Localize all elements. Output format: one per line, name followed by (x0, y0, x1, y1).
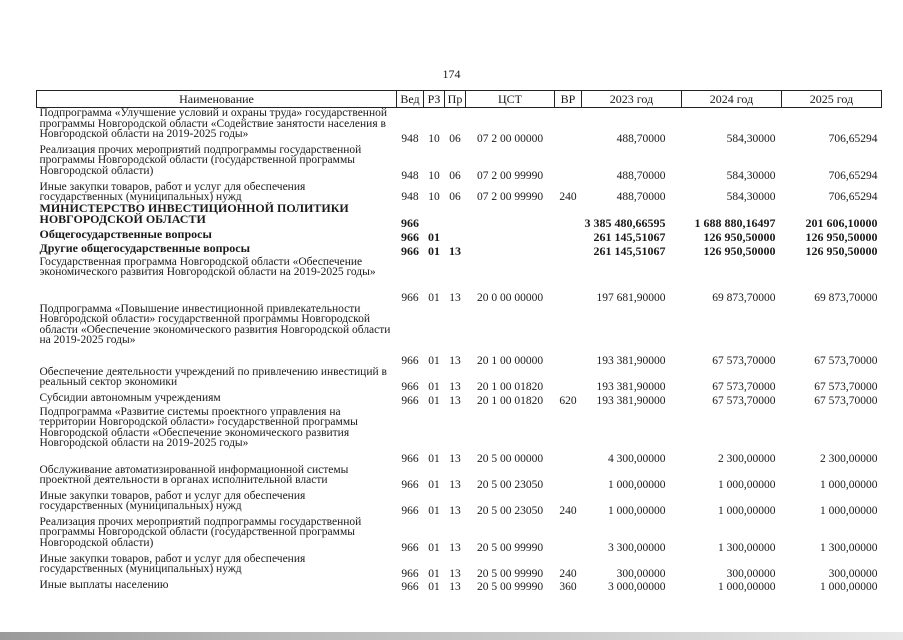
cell-2025: 126 950,50000 (805, 244, 878, 258)
cell-2025: 67 573,70000 (814, 381, 878, 393)
header-vr: ВР (555, 91, 582, 108)
cell-vr (555, 517, 582, 554)
cell-2023: 1 000,00000 (608, 479, 666, 491)
cell-cst: 20 5 00 99990 (476, 568, 544, 580)
cell-ved: 966 (401, 453, 419, 465)
table-row (37, 108, 882, 145)
table-row (37, 367, 882, 393)
cell-vr (555, 407, 582, 465)
cell-2024: 126 950,50000 (703, 244, 776, 258)
header-name: Наименование (37, 91, 397, 108)
cell-cst: 20 5 00 99990 (476, 542, 544, 554)
cell-pr: 06 (449, 170, 461, 182)
header-cst: ЦСТ (466, 91, 555, 108)
cell-2024: 1 000,00000 (718, 505, 776, 517)
cell-vr (555, 145, 582, 182)
cell-ved: 966 (401, 244, 419, 258)
cell-2023: 3 000,00000 (608, 581, 666, 593)
cell-vr (555, 257, 582, 304)
cell-rz: 01 (428, 381, 440, 393)
cell-ved: 948 (401, 170, 419, 182)
table-row (37, 257, 882, 304)
cell-ved: 966 (401, 581, 419, 593)
cell-vr (555, 108, 582, 145)
cell-pr: 13 (449, 395, 461, 407)
cell-cst: 20 5 00 23050 (476, 505, 544, 517)
table-row (37, 393, 882, 407)
cell-2024: 69 873,70000 (712, 292, 776, 304)
cell-pr: 13 (449, 244, 461, 258)
cell-name: Иные закупки товаров, работ и услуг для обеспечения государственных (муниципальных) нужд (39, 180, 306, 203)
cell-rz: 01 (428, 568, 440, 580)
cell-cst: 20 1 00 01820 (476, 395, 544, 407)
cell-pr: 13 (449, 479, 461, 491)
cell-ved: 966 (401, 395, 419, 407)
table-row (37, 517, 882, 554)
cell-2024: 584,30000 (726, 191, 776, 203)
cell-rz: 01 (428, 581, 440, 593)
cell-name: МИНИСТЕРСТВО ИНВЕСТИЦИОННОЙ ПОЛИТИКИ НОВГОРОДСКОЙ ОБЛАСТИ (39, 200, 349, 226)
cell-name: Подпрограмма «Повышение инвестиционной привлекательности Новгородской области» государственной программы Новгородской области «Обеспечение экономического развития Новгородской области на 2019-2025 годы» (39, 302, 391, 346)
cell-2024: 67 573,70000 (712, 395, 776, 407)
cell-cst (466, 243, 555, 257)
cell-pr: 13 (449, 505, 461, 517)
cell-pr: 13 (449, 381, 461, 393)
cell-name: Подпрограмма «Улучшение условий и охраны труда» государственной программы Новгородской области «Содействие занятости населения в Новгородской области на 2019-2025 годы» (39, 107, 388, 140)
cell-vr: 240 (559, 191, 577, 203)
cell-2024: 584,30000 (726, 170, 776, 182)
cell-cst: 20 1 00 00000 (476, 355, 544, 367)
cell-rz (424, 203, 445, 229)
cell-vr: 620 (559, 395, 577, 407)
cell-2025: 201 606,10000 (805, 216, 878, 230)
cell-2025: 1 000,00000 (820, 581, 878, 593)
cell-name: Иные закупки товаров, работ и услуг для обеспечения государственных (муниципальных) нужд (39, 552, 306, 575)
table-header (37, 91, 882, 108)
cell-2023: 193 381,90000 (596, 355, 666, 367)
cell-rz: 10 (428, 170, 440, 182)
cell-2025: 1 000,00000 (820, 479, 878, 491)
cell-ved: 966 (401, 479, 419, 491)
cell-vr (555, 243, 582, 257)
cell-ved: 966 (401, 381, 419, 393)
header-pr: Пр (445, 91, 466, 108)
cell-name: Субсидии автономным учреждениям (39, 391, 221, 404)
cell-2025: 67 573,70000 (814, 355, 878, 367)
cell-name: Подпрограмма «Развитие системы проектного управления на территории Новгородской области» государственной программы Новгородской области «Обеспечение экономического развития Новгородской области на 2019-2025 годы» (39, 405, 358, 449)
cell-2025: 706,65294 (828, 133, 878, 145)
cell-2025: 1 000,00000 (820, 505, 878, 517)
cell-cst: 20 0 00 00000 (476, 292, 544, 304)
table-row (37, 145, 882, 182)
cell-2023: 300,00000 (616, 568, 666, 580)
cell-pr (445, 229, 466, 243)
header-row (37, 91, 882, 108)
cell-ved: 966 (401, 505, 419, 517)
cell-cst: 07 2 00 99990 (476, 191, 544, 203)
cell-2024: 1 000,00000 (718, 581, 776, 593)
cell-ved: 948 (401, 191, 419, 203)
header-2025: 2025 год (782, 91, 882, 108)
cell-pr: 13 (449, 581, 461, 593)
cell-ved: 948 (401, 133, 419, 145)
cell-name: Иные выплаты населению (39, 578, 169, 591)
cell-vr (555, 203, 582, 229)
header-rz: РЗ (424, 91, 445, 108)
cell-pr: 06 (449, 191, 461, 203)
cell-ved: 966 (401, 230, 419, 244)
cell-2024: 67 573,70000 (712, 381, 776, 393)
cell-vr (555, 229, 582, 243)
table-body (37, 108, 882, 593)
cell-2023: 197 681,90000 (596, 292, 666, 304)
cell-2025: 67 573,70000 (814, 395, 878, 407)
cell-pr: 06 (449, 133, 461, 145)
cell-2023: 3 300,00000 (608, 542, 666, 554)
cell-2024: 126 950,50000 (703, 230, 776, 244)
cell-2023: 3 385 480,66595 (584, 216, 666, 230)
cell-cst: 20 5 00 99990 (476, 581, 544, 593)
cell-pr: 13 (449, 453, 461, 465)
cell-name: Государственная программа Новгородской области «Обеспечение экономического развития Новгородской области на 2019-2025 годы» (39, 255, 376, 278)
cell-rz: 01 (428, 479, 440, 491)
table-row (37, 304, 882, 367)
cell-cst (466, 229, 555, 243)
cell-ved: 966 (401, 542, 419, 554)
cell-2023: 193 381,90000 (596, 381, 666, 393)
cell-cst: 20 5 00 00000 (476, 453, 544, 465)
cell-pr (445, 203, 466, 229)
cell-2025: 706,65294 (828, 170, 878, 182)
cell-rz: 10 (428, 133, 440, 145)
scan-edge-strip (0, 632, 903, 640)
cell-pr: 13 (449, 355, 461, 367)
cell-rz: 01 (428, 292, 440, 304)
cell-vr: 240 (559, 568, 577, 580)
cell-2023: 193 381,90000 (596, 395, 666, 407)
cell-2025: 2 300,00000 (820, 453, 878, 465)
budget-table (36, 90, 882, 593)
cell-rz: 10 (428, 191, 440, 203)
cell-rz: 01 (428, 542, 440, 554)
cell-pr: 13 (449, 542, 461, 554)
cell-cst: 07 2 00 00000 (476, 133, 544, 145)
cell-name: Другие общегосударственные вопросы (39, 240, 250, 255)
cell-rz: 01 (428, 355, 440, 367)
cell-name: Реализация прочих мероприятий подпрограммы государственной программы Новгородской области (государственной программы Новгородской области) (39, 143, 362, 177)
cell-vr (555, 465, 582, 491)
cell-ved: 966 (401, 568, 419, 580)
cell-2023: 261 145,51067 (593, 244, 666, 258)
cell-name: Общегосударственные вопросы (39, 226, 212, 241)
cell-2023: 261 145,51067 (593, 230, 666, 244)
table-row (37, 554, 882, 580)
cell-ved: 966 (401, 216, 419, 230)
cell-cst (466, 203, 555, 229)
cell-2023: 488,70000 (616, 170, 666, 182)
cell-name: Обслуживание автоматизированной информационной системы проектной деятельности в органах исполнительной власти (39, 463, 349, 486)
cell-2024: 1 688 880,16497 (694, 216, 776, 230)
header-2024: 2024 год (682, 91, 782, 108)
cell-pr: 13 (449, 292, 461, 304)
cell-name: Обеспечение деятельности учреждений по привлечению инвестиций в реальный сектор экономики (39, 365, 387, 388)
cell-vr: 360 (559, 581, 577, 593)
cell-2023: 4 300,00000 (608, 453, 666, 465)
cell-ved: 966 (401, 292, 419, 304)
cell-ved: 966 (401, 355, 419, 367)
cell-2024: 2 300,00000 (718, 453, 776, 465)
cell-2025: 126 950,50000 (805, 230, 878, 244)
cell-rz: 01 (428, 505, 440, 517)
cell-2023: 488,70000 (616, 191, 666, 203)
cell-2023: 488,70000 (616, 133, 666, 145)
cell-vr (555, 367, 582, 393)
cell-cst: 20 5 00 23050 (476, 479, 544, 491)
cell-2024: 67 573,70000 (712, 355, 776, 367)
cell-2025: 1 300,00000 (820, 542, 878, 554)
table-row (37, 465, 882, 491)
table-row (37, 580, 882, 593)
table-row (37, 182, 882, 203)
cell-2023: 1 000,00000 (608, 505, 666, 517)
cell-2025: 300,00000 (828, 568, 878, 580)
cell-cst: 20 1 00 01820 (476, 381, 544, 393)
table-row (37, 407, 882, 465)
cell-2024: 300,00000 (726, 568, 776, 580)
header-ved: Вед (397, 91, 424, 108)
cell-vr (555, 304, 582, 367)
table-row (37, 491, 882, 517)
cell-pr: 13 (449, 568, 461, 580)
cell-cst: 07 2 00 99990 (476, 170, 544, 182)
cell-name: Реализация прочих мероприятий подпрограммы государственной программы Новгородской области (государственной программы Новгородской области) (39, 515, 362, 549)
cell-2025: 706,65294 (828, 191, 878, 203)
cell-2024: 1 000,00000 (718, 479, 776, 491)
page-number: 174 (442, 67, 461, 81)
cell-2025: 69 873,70000 (814, 292, 878, 304)
cell-2024: 1 300,00000 (718, 542, 776, 554)
cell-2024: 584,30000 (726, 133, 776, 145)
cell-name: Иные закупки товаров, работ и услуг для обеспечения государственных (муниципальных) нужд (39, 489, 306, 512)
cell-rz: 01 (428, 453, 440, 465)
cell-rz: 01 (428, 244, 440, 258)
cell-rz: 01 (428, 395, 440, 407)
table-row (37, 243, 882, 257)
table-row (37, 203, 882, 229)
cell-rz: 01 (428, 230, 440, 244)
cell-vr: 240 (559, 505, 577, 517)
header-2023: 2023 год (582, 91, 682, 108)
